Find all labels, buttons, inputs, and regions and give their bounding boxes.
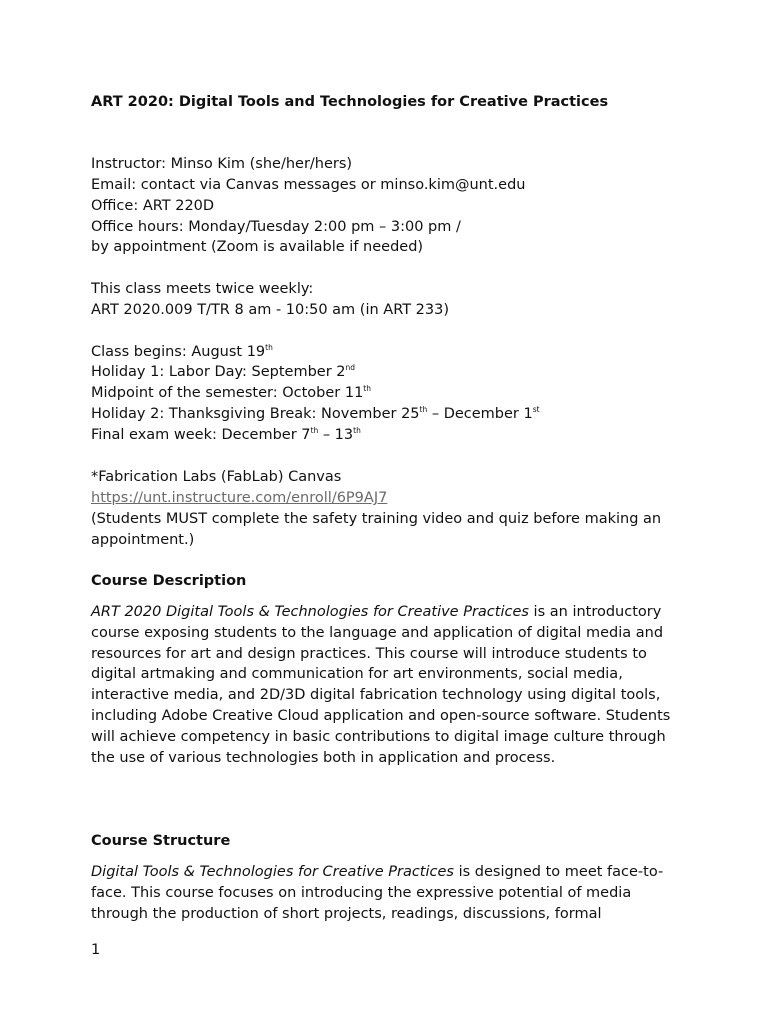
holiday-1-sup: nd	[345, 363, 356, 372]
course-description-italic: ART 2020 Digital Tools & Technologies for Creative Practices	[91, 604, 529, 620]
office-hours-line2: by appointment (Zoom is available if needed)	[91, 239, 424, 255]
final-exam	[91, 425, 361, 446]
final-exam-text: Final exam week: December 7	[91, 427, 311, 443]
fablab-heading: *Fabrication Labs (FabLab) Canvas	[91, 469, 342, 485]
page-number: 1	[91, 942, 101, 958]
holiday-2-sup-2: st	[532, 405, 540, 414]
instructor-office: Office: ART 220D	[91, 198, 215, 214]
holiday-2-mid: – December 1	[427, 406, 533, 422]
final-exam-mid: – 13	[318, 427, 354, 443]
course-description-text: is an introductory course exposing students to the language and application of digital media and resources for art and design practices. This course will introduce students to digital artmaking and communication for art environments, social media, interactive media, and 2D/3D digital fabrication technology using digital tools, including Adobe Creative Cloud application and open-source software. Students will achieve competency in basic contributions to digital image culture through the use of various technologies both in application and process.	[91, 604, 671, 766]
course-description-heading: Course Description	[91, 573, 247, 589]
instructor-name: Instructor: Minso Kim (she/her/hers)	[91, 156, 353, 172]
meeting-line1: This class meets twice weekly:	[91, 281, 314, 297]
course-structure-heading: Course Structure	[91, 833, 231, 849]
holiday-2	[91, 404, 540, 425]
midpoint-text: Midpoint of the semester: October 11	[91, 385, 364, 401]
fablab-note: (Students MUST complete the safety training video and quiz before making an appointment.)	[91, 511, 662, 548]
course-description-body	[91, 602, 681, 768]
final-exam-sup-1: th	[310, 426, 319, 435]
holiday-2-sup-1: th	[419, 405, 428, 414]
holiday-1-text: Holiday 1: Labor Day: September 2	[91, 364, 346, 380]
instructor-email: Email: contact via Canvas messages or minso.kim@unt.edu	[91, 177, 526, 193]
meeting-line2: ART 2020.009 T/TR 8 am - 10:50 am (in ART 233)	[91, 302, 450, 318]
fablab-link-line	[91, 488, 387, 509]
midpoint	[91, 383, 371, 404]
class-begins	[91, 342, 273, 363]
final-exam-sup-2: th	[353, 426, 361, 435]
fablab-enroll-link[interactable]: https://unt.instructure.com/enroll/6P9AJ7	[91, 490, 388, 506]
class-begins-text: Class begins: August 19	[91, 344, 266, 360]
course-structure-italic: Digital Tools & Technologies for Creative Practices	[91, 864, 454, 880]
midpoint-sup: th	[363, 384, 371, 393]
course-structure-body	[91, 862, 681, 924]
class-begins-sup: th	[265, 343, 273, 352]
document-title: ART 2020: Digital Tools and Technologies for Creative Practices	[91, 94, 609, 110]
holiday-2-text: Holiday 2: Thanksgiving Break: November 25	[91, 406, 420, 422]
holiday-1	[91, 362, 355, 383]
course-structure-text: is designed to meet face-to-face. This course focuses on introducing the expressive potential of media through the production of short projects, readings, discussions, formal	[91, 864, 664, 922]
office-hours-line1: Office hours: Monday/Tuesday 2:00 pm – 3:00 pm /	[91, 219, 461, 235]
